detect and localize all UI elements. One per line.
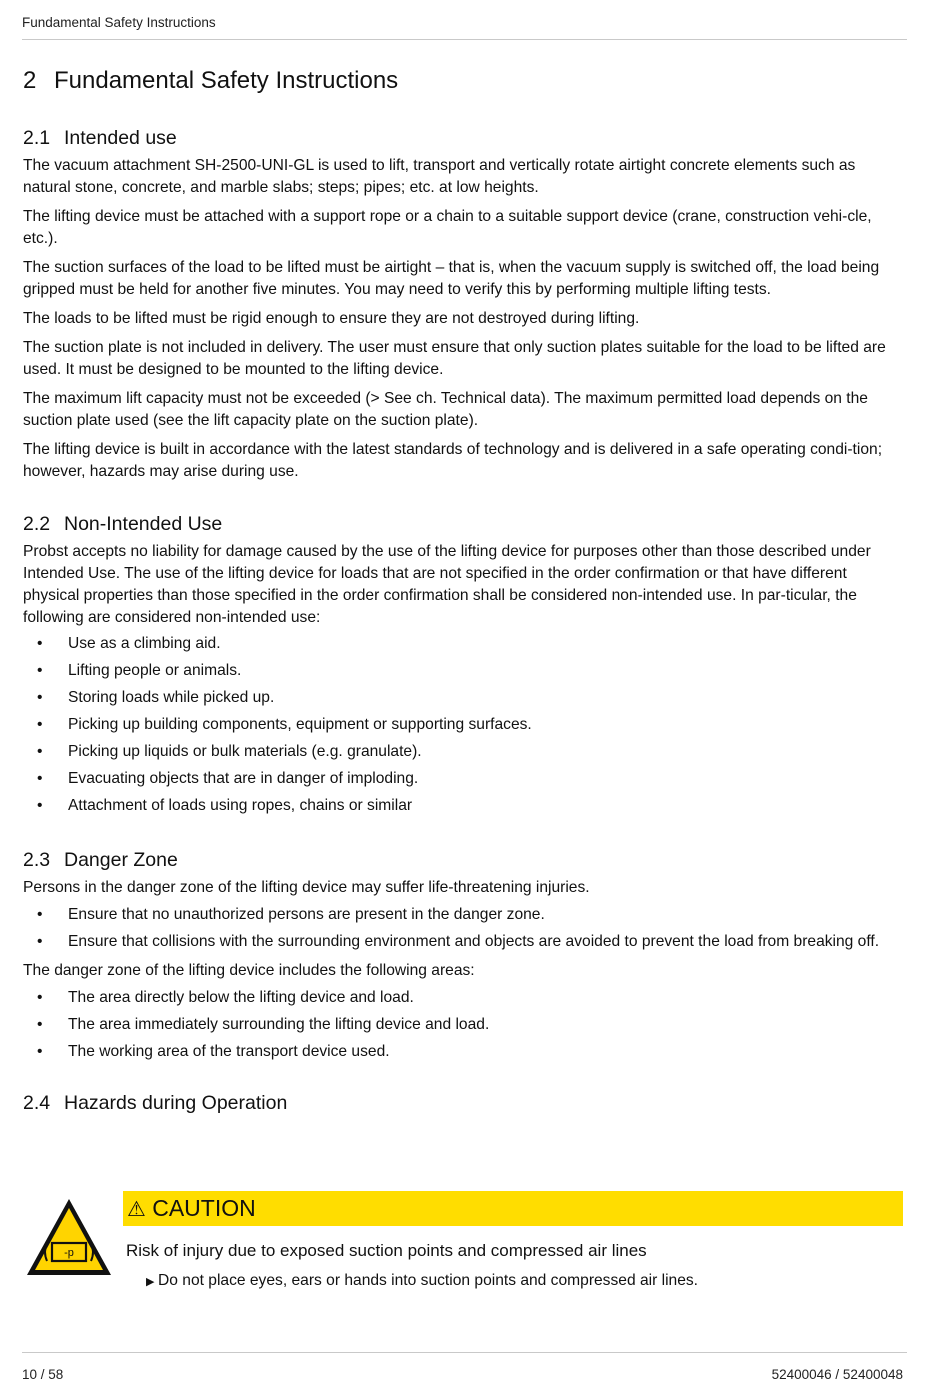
list-item-text: Use as a climbing aid. xyxy=(68,635,221,652)
section-heading xyxy=(23,124,903,152)
paragraph: Persons in the danger zone of the lifting device may suffer life-threatening injuries. xyxy=(23,879,590,896)
list-item-text: Evacuating objects that are in danger of imploding. xyxy=(68,770,419,787)
bullet-marker: • xyxy=(37,689,43,706)
list-item-text: The area directly below the lifting device and load. xyxy=(68,989,414,1006)
suction-hazard-warning-icon xyxy=(24,1196,114,1278)
bullet-list xyxy=(23,633,903,817)
chapter-number: 2 xyxy=(23,67,37,94)
bullet-marker: • xyxy=(37,906,43,923)
list-item-text: Storing loads while picked up. xyxy=(68,689,275,706)
bullet-marker: • xyxy=(37,933,43,950)
bullet-marker: • xyxy=(37,716,43,733)
section-number: 2.2 xyxy=(23,513,51,535)
list-item xyxy=(23,795,903,817)
risk-description: Risk of injury due to exposed suction points and compressed air lines xyxy=(126,1241,647,1260)
bullet-marker: • xyxy=(37,635,43,652)
list-item-text: Ensure that collisions with the surrounding environment and objects are avoided to prevent the load from breaking off. xyxy=(68,933,880,950)
section-non-intended-use xyxy=(23,510,903,817)
safety-action-text: Do not place eyes, ears or hands into suction points and compressed air lines. xyxy=(158,1272,699,1289)
bullet-list xyxy=(23,904,903,953)
page-number: 10 / 58 xyxy=(22,1367,64,1382)
document-body xyxy=(23,64,903,1120)
paragraph: The suction plate is not included in delivery. The user must ensure that only suction plates suitable for the load to be lifted are used. It must be designed to be mounted to the lifting device. xyxy=(23,339,886,378)
list-item-text: The working area of the transport device used. xyxy=(68,1043,390,1060)
bullet-marker: • xyxy=(37,770,43,787)
section-title: Hazards during Operation xyxy=(64,1092,288,1114)
section-intended-use xyxy=(23,124,903,483)
list-item xyxy=(23,660,903,682)
section-heading xyxy=(23,1089,903,1117)
paragraph: The lifting device must be attached with a support rope or a chain to a suitable support device (crane, construction vehi-cle, etc.). xyxy=(23,208,872,247)
bullet-marker: • xyxy=(37,1016,43,1033)
caution-banner xyxy=(123,1191,903,1226)
signal-word: CAUTION xyxy=(152,1195,256,1221)
safety-action xyxy=(146,1270,698,1293)
bullet-marker: • xyxy=(37,797,43,814)
list-item-text: Ensure that no unauthorized persons are present in the danger zone. xyxy=(68,906,545,923)
list-item xyxy=(23,987,903,1009)
list-item xyxy=(23,904,903,926)
list-item xyxy=(23,931,903,953)
list-item-text: Attachment of loads using ropes, chains or similar xyxy=(68,797,413,814)
sign-label: -p xyxy=(64,1247,74,1259)
paragraph: Probst accepts no liability for damage caused by the use of the lifting device for purposes other than those described under Intended Use. The use of the lifting device for loads that are not specified in the order confirmation or that have different physical properties than those specified in the order confirmation shall be considered non-intended use. In par-ticular, the following are considered non-intended use: xyxy=(23,543,871,626)
paragraph: The lifting device is built in accordance with the latest standards of technology and is delivered in a safe operating condi-tion; however, hazards may arise during use. xyxy=(23,441,883,480)
header-title: Fundamental Safety Instructions xyxy=(22,15,216,30)
list-item-text: Picking up building components, equipment or supporting surfaces. xyxy=(68,716,532,733)
section-hazards-during-operation xyxy=(23,1089,903,1117)
section-number: 2.3 xyxy=(23,849,51,871)
section-heading xyxy=(23,846,903,874)
section-title: Non-Intended Use xyxy=(64,513,223,535)
bullet-marker: • xyxy=(37,743,43,760)
chapter-heading xyxy=(23,64,903,98)
bullet-marker: • xyxy=(37,1043,43,1060)
document-number: 52400046 / 52400048 xyxy=(771,1367,903,1382)
page-footer xyxy=(22,1352,907,1382)
list-item xyxy=(23,1041,903,1063)
bullet-marker: • xyxy=(37,989,43,1006)
list-item xyxy=(23,1014,903,1036)
paragraph: The maximum lift capacity must not be exceeded (> See ch. Technical data). The maximum permitted load depends on the suction plate used (see the lift capacity plate on the suction plate). xyxy=(23,390,868,429)
list-item xyxy=(23,687,903,709)
list-item-text: The area immediately surrounding the lifting device and load. xyxy=(68,1016,490,1033)
list-item xyxy=(23,633,903,655)
section-danger-zone xyxy=(23,846,903,1063)
safety-notice xyxy=(22,1190,903,1300)
list-item xyxy=(23,768,903,790)
section-number: 2.1 xyxy=(23,127,51,149)
section-number: 2.4 xyxy=(23,1092,51,1114)
list-item xyxy=(23,741,903,763)
list-item xyxy=(23,714,903,736)
paragraph: The vacuum attachment SH-2500-UNI-GL is used to lift, transport and vertically rotate airtight concrete elements such as natural stone, concrete, and marble slabs; steps; pipes; etc. at low heights. xyxy=(23,157,856,196)
arrow-right-icon: ▶ xyxy=(146,1276,155,1288)
warning-triangle-icon: ⚠ xyxy=(127,1198,146,1221)
list-item-text: Lifting people or animals. xyxy=(68,662,242,679)
list-item-text: Picking up liquids or bulk materials (e.g. granulate). xyxy=(68,743,422,760)
page-header xyxy=(22,15,907,40)
paragraph: The loads to be lifted must be rigid enough to ensure they are not destroyed during lifting. xyxy=(23,310,640,327)
section-title: Danger Zone xyxy=(64,849,178,871)
bullet-marker: • xyxy=(37,662,43,679)
section-title: Intended use xyxy=(64,127,177,149)
bullet-list xyxy=(23,987,903,1063)
paragraph: The suction surfaces of the load to be lifted must be airtight – that is, when the vacuum supply is switched off, the load being gripped must be held for another five minutes. You may need to verify this by performing multiple lifting tests. xyxy=(23,259,880,298)
chapter-title: Fundamental Safety Instructions xyxy=(54,67,399,94)
paragraph: The danger zone of the lifting device includes the following areas: xyxy=(23,962,475,979)
section-heading xyxy=(23,510,903,538)
